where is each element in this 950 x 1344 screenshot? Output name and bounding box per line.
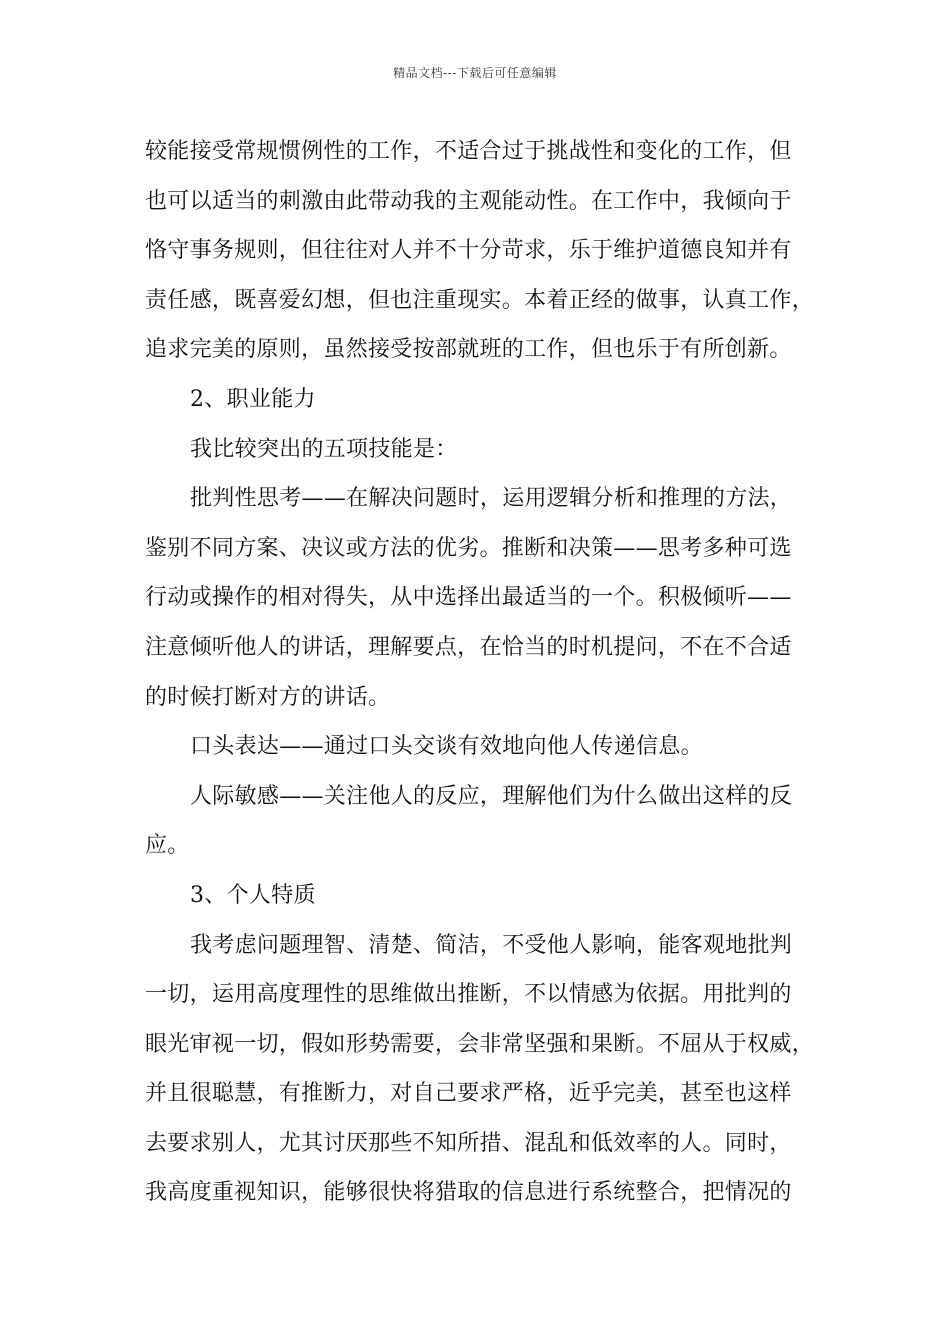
text-line: 追求完美的原则，虽然接受按部就班的工作，但也乐于有所创新。 xyxy=(145,337,792,363)
text-line: 我比较突出的五项技能是： xyxy=(190,436,458,462)
text-line: 注意倾听他人的讲话，理解要点，在恰当的时机提问，不在不合适 xyxy=(145,634,792,660)
page-header: 精品文档---下载后可任意编辑 xyxy=(393,66,557,80)
text-line: 一切，运用高度理性的思维做出推断，不以情感为依据。用批判的 xyxy=(145,982,792,1008)
text-line: 人际敏感——关注他人的反应，理解他们为什么做出这样的反 xyxy=(190,783,793,809)
text-line: 较能接受常规惯例性的工作，不适合过于挑战性和变化的工作，但 xyxy=(145,139,792,164)
text-line: 责任感，既喜爱幻想，但也注重现实。本着正经的做事，认真工作， xyxy=(145,287,815,313)
text-line: 口头表达——通过口头交谈有效地向他人传递信息。 xyxy=(190,734,703,760)
text-line: 眼光审视一切，假如形势需要，会非常坚强和果断。不屈从于权威， xyxy=(145,1031,815,1057)
text-line: 去要求别人，尤其讨厌那些不知所措、混乱和低效率的人。同时， xyxy=(145,1130,792,1156)
text-line: 应。 xyxy=(145,833,190,859)
text-line: 也可以适当的刺激由此带动我的主观能动性。在工作中，我倾向于 xyxy=(145,188,792,214)
text-line: 我高度重视知识，能够很快将猎取的信息进行系统整合，把情况的 xyxy=(145,1180,792,1206)
text-line: 行动或操作的相对得失，从中选择出最适当的一个。积极倾听—— xyxy=(145,585,792,611)
text-line: 的时候打断对方的讲话。 xyxy=(145,684,391,710)
text-line: 并且很聪慧，有推断力，对自己要求严格，近乎完美，甚至也这样 xyxy=(145,1081,792,1107)
text-line: 批判性思考——在解决问题时，运用逻辑分析和推理的方法， xyxy=(190,486,793,512)
section-heading: 3、个人特质 xyxy=(190,882,316,908)
section-heading: 2、职业能力 xyxy=(190,386,316,412)
text-line: 我考虑问题理智、清楚、简洁，不受他人影响，能客观地批判 xyxy=(190,932,793,958)
text-line: 恪守事务规则，但往往对人并不十分苛求，乐于维护道德良知并有 xyxy=(145,238,792,264)
text-line: 鉴别不同方案、决议或方法的优劣。推断和决策——思考多种可选 xyxy=(145,535,792,561)
document-body xyxy=(145,127,835,1218)
